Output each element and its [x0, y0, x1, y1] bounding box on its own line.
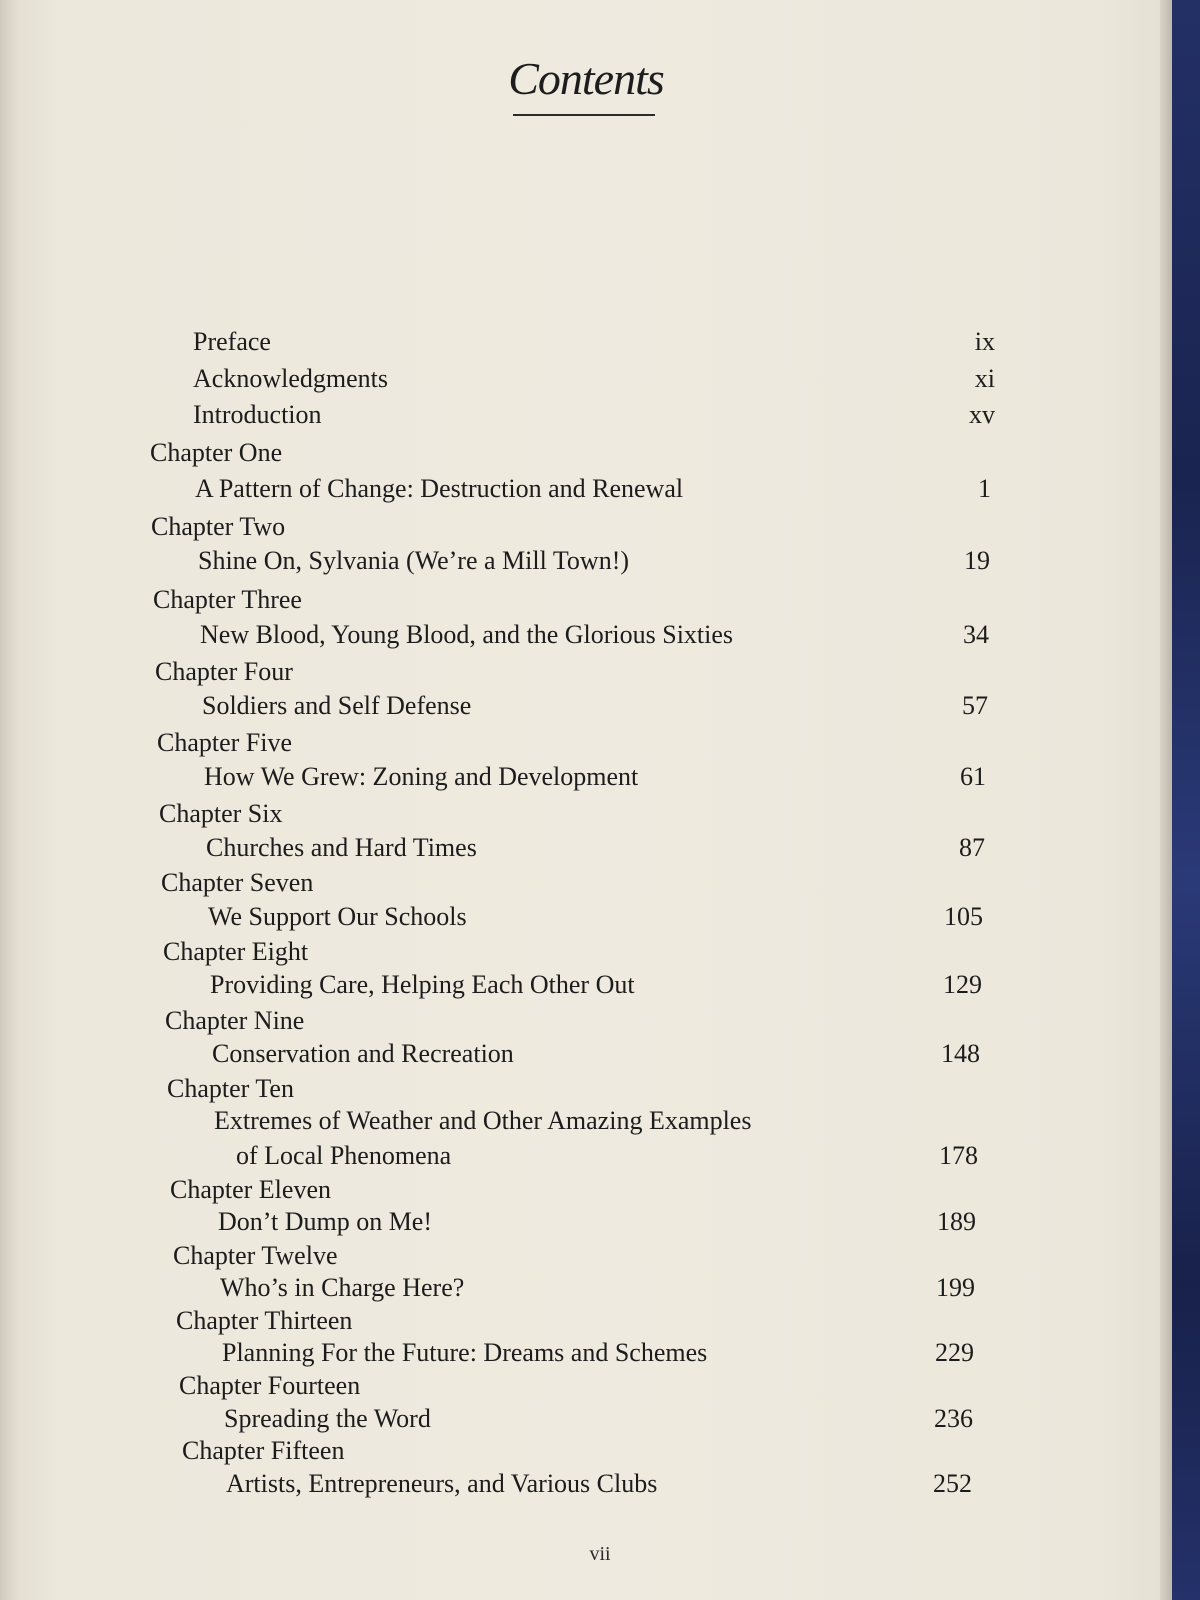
- chapter-title: Planning For the Future: Dreams and Schemes: [222, 1338, 708, 1367]
- chapter-title: New Blood, Young Blood, and the Glorious Sixties: [200, 620, 734, 649]
- chapter-heading: Chapter Twelve: [173, 1241, 338, 1270]
- chapter-heading: Chapter Two: [151, 512, 286, 541]
- toc-page-number: 105: [944, 902, 983, 931]
- chapter-title: Extremes of Weather and Other Amazing Examples: [214, 1106, 752, 1135]
- chapter-title: We Support Our Schools: [208, 902, 467, 931]
- chapter-heading: Chapter Ten: [167, 1074, 294, 1103]
- chapter-heading: Chapter Five: [157, 728, 293, 757]
- toc-page-number: 229: [935, 1338, 974, 1367]
- toc-page-number: 148: [941, 1039, 980, 1068]
- chapter-heading: Chapter Four: [155, 657, 293, 686]
- toc-page-number: xv: [969, 400, 995, 429]
- chapter-heading: Chapter One: [150, 438, 283, 467]
- chapter-heading: Chapter Nine: [165, 1006, 305, 1035]
- toc-page-number: 129: [943, 970, 982, 999]
- chapter-heading: Chapter Six: [159, 799, 283, 828]
- toc-page-number: 61: [960, 762, 986, 791]
- toc-page-number: 19: [964, 546, 990, 575]
- chapter-title: How We Grew: Zoning and Development: [204, 762, 639, 791]
- chapter-title: Spreading the Word: [224, 1404, 431, 1433]
- toc-page-number: 34: [963, 620, 989, 649]
- chapter-heading: Chapter Eight: [163, 937, 309, 966]
- chapter-title: Shine On, Sylvania (We’re a Mill Town!): [198, 546, 630, 575]
- toc-page-number: ix: [974, 327, 995, 356]
- toc-page-number: 252: [933, 1469, 972, 1498]
- chapter-title: Conservation and Recreation: [212, 1039, 514, 1068]
- page-folio: vii: [589, 1543, 611, 1565]
- background-fabric: [1172, 0, 1200, 1600]
- chapter-heading: Chapter Seven: [161, 868, 314, 897]
- toc-page-number: 199: [936, 1273, 975, 1302]
- toc-page-number: 236: [934, 1404, 973, 1433]
- chapter-heading: Chapter Fourteen: [179, 1371, 361, 1400]
- chapter-title: Soldiers and Self Defense: [202, 691, 472, 720]
- chapter-title: Churches and Hard Times: [206, 833, 477, 862]
- chapter-heading: Chapter Fifteen: [182, 1436, 345, 1465]
- toc-page-number: 87: [959, 833, 985, 862]
- toc-page-number: xi: [974, 364, 995, 393]
- toc-entry-preface: Preface: [193, 327, 271, 356]
- page-title: Contents: [508, 53, 664, 104]
- chapter-heading: Chapter Thirteen: [176, 1306, 353, 1335]
- chapter-title: Don’t Dump on Me!: [218, 1207, 433, 1236]
- toc-page-number: 189: [937, 1207, 976, 1236]
- toc-page-number: 57: [962, 691, 988, 720]
- toc-entry-acknowledgments: Acknowledgments: [193, 364, 388, 393]
- toc-page-number: 178: [939, 1141, 978, 1170]
- chapter-heading: Chapter Eleven: [170, 1175, 331, 1204]
- chapter-title: Who’s in Charge Here?: [220, 1273, 465, 1302]
- chapter-title: Artists, Entrepreneurs, and Various Clubs: [226, 1469, 658, 1498]
- chapter-title-continued: of Local Phenomena: [236, 1141, 452, 1170]
- toc-entry-introduction: Introduction: [193, 400, 322, 429]
- chapter-title: Providing Care, Helping Each Other Out: [210, 970, 635, 999]
- toc-page-number: 1: [978, 474, 991, 503]
- chapter-title: A Pattern of Change: Destruction and Renewal: [195, 474, 684, 503]
- chapter-heading: Chapter Three: [153, 585, 302, 614]
